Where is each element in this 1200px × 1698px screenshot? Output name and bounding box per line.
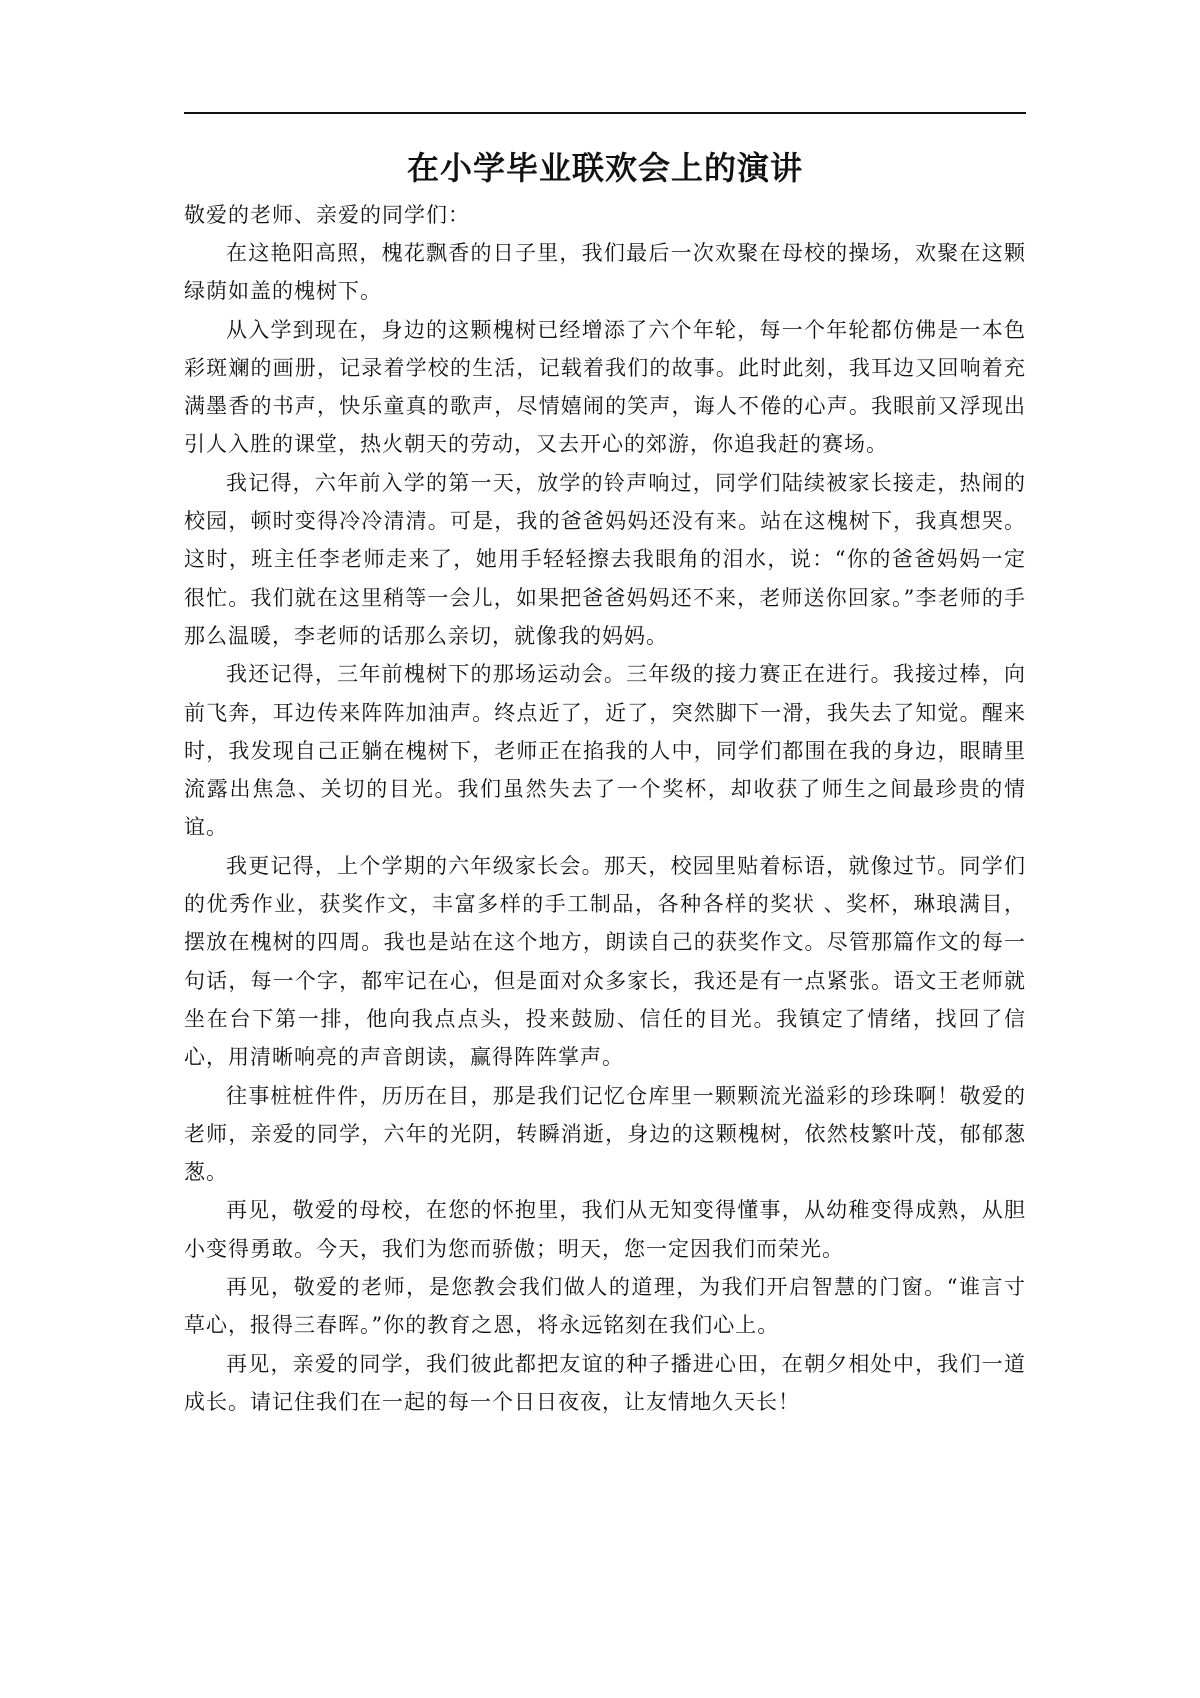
paragraph-1: 在这艳阳高照，槐花飘香的日子里，我们最后一次欢聚在母校的操场，欢聚在这颗绿荫如盖的槐树下。 (184, 241, 1026, 304)
paragraph-6: 往事桩桩件件，历历在目，那是我们记忆仓库里一颗颗流光溢彩的珍珠啊！敬爱的老师，亲爱的同学，六年的光阴，转瞬消逝，身边的这颗槐树，依然枝繁叶茂，郁郁葱葱。 (184, 1083, 1026, 1185)
salutation: 敬爱的老师、亲爱的同学们： (184, 203, 470, 227)
document-body (184, 196, 1026, 1421)
document-title: 在小学毕业联欢会上的演讲 (406, 149, 803, 187)
paragraph-3: 我记得，六年前入学的第一天，放学的铃声响过，同学们陆续被家长接走，热闹的校园，顿时变得冷冷清清。可是，我的爸爸妈妈还没有来。站在这槐树下，我真想哭。这时，班主任李老师走来了，她用手轻轻擦去我眼角的泪水，说：“你的爸爸妈妈一定很忙。我们就在这里稍等一会儿，如果把爸爸妈妈还不来，老师送你回家。”李老师的手那么温暖，李老师的话那么亲切，就像我的妈妈。 (184, 470, 1026, 648)
paragraph-2: 从入学到现在，身边的这颗槐树已经增添了六个年轮，每一个年轮都仿佛是一本色彩斑斓的画册，记录着学校的生活，记载着我们的故事。此时此刻，我耳边又回响着充满墨香的书声，快乐童真的歌声，尽情嬉闹的笑声，诲人不倦的心声。我眼前又浮现出引人入胜的课堂，热火朝天的劳动，又去开心的郊游，你追我赶的赛场。 (184, 317, 1026, 457)
paragraph-8: 再见，敬爱的老师，是您教会我们做人的道理，为我们开启智慧的门窗。“谁言寸草心，报得三春晖。”你的教育之恩，将永远铭刻在我们心上。 (184, 1275, 1026, 1338)
header-rule (184, 112, 1026, 114)
paragraph-7: 再见，敬爱的母校，在您的怀抱里，我们从无知变得懂事，从幼稚变得成熟，从胆小变得勇敢。今天，我们为您而骄傲；明天，您一定因我们而荣光。 (184, 1198, 1026, 1261)
paragraph-5: 我更记得，上个学期的六年级家长会。那天，校园里贴着标语，就像过节。同学们的优秀作业，获奖作文，丰富多样的手工制品，各种各样的奖状 、奖杯，琳琅满目，摆放在槐树的四周。我也是站在这个地方，朗读自己的获奖作文。尽管那篇作文的每一句话，每一个字，都牢记在心，但是面对众多家长，我还是有一点紧张。语文王老师就坐在台下第一排，他向我点点头，投来鼓励、信任的目光。我镇定了情绪，找回了信心，用清晰响亮的声音朗读，赢得阵阵掌声。 (184, 853, 1027, 1070)
paragraph-9: 再见，亲爱的同学，我们彼此都把友谊的种子播进心田，在朝夕相处中，我们一道成长。请记住我们在一起的每一个日日夜夜，让友情地久天长！ (184, 1351, 1026, 1414)
paragraph-4: 我还记得，三年前槐树下的那场运动会。三年级的接力赛正在进行。我接过棒，向前飞奔，耳边传来阵阵加油声。终点近了，近了，突然脚下一滑，我失去了知觉。醒来时，我发现自己正躺在槐树下，老师正在掐我的人中，同学们都围在我的身边，眼睛里流露出焦急、关切的目光。我们虽然失去了一个奖杯，却收获了师生之间最珍贵的情谊。 (184, 662, 1026, 840)
